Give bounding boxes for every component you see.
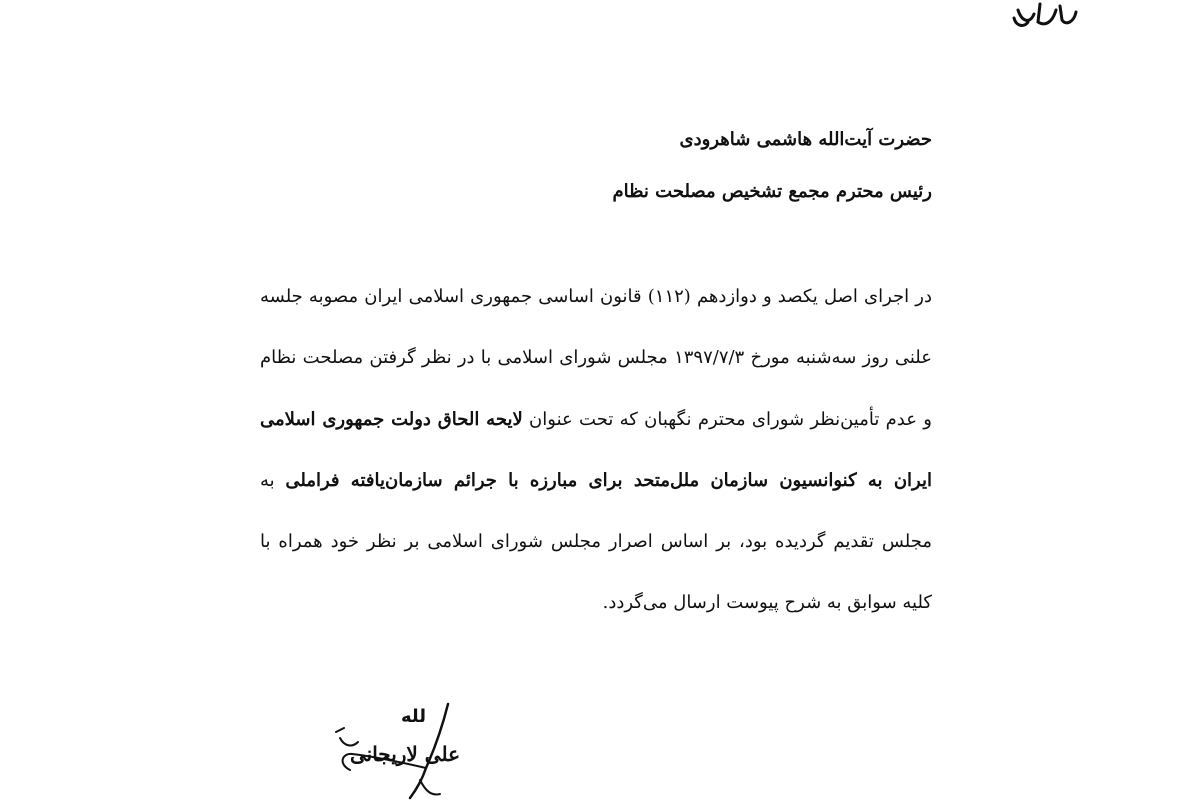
addressee-title: رئیس محترم مجمع تشخیص مصلحت نظام bbox=[612, 181, 932, 202]
body-text-part1: در اجرای اصل یکصد و دوازدهم (۱۱۲) قانون اساسی جمهوری اسلامی ایران مصوبه جلسه علنی روز سه‌شنبه مورخ ۱۳۹۷/۷/۳ مجلس شورای اسلامی با در نظر گرفتن مصلحت نظام و عدم تأمین‌نظر شورای محترم نگهبان که تحت عنوان bbox=[260, 286, 932, 430]
letter-body bbox=[260, 266, 932, 634]
signature-mark-text: لله bbox=[400, 706, 426, 727]
addressee-name: حضرت آیت‌الله هاشمی شاهرودی bbox=[679, 129, 932, 150]
top-handwritten-mark bbox=[1000, 0, 1080, 36]
body-text-part2: به مجلس تقدیم گردیده بود، بر اساس اصرار مجلس شورای اسلامی بر نظر خود همراه با کلیه سوابق به شرح پیوست ارسال می‌گردد. bbox=[260, 469, 932, 614]
bill-title: لایحه الحاق دولت جمهوری اسلامی ایران به کنوانسیون سازمان ملل‌متحد برای مبارزه با جرائم سازمان‌یافته فراملی bbox=[260, 408, 932, 491]
signatory-name: علی لاریجانی bbox=[349, 742, 461, 766]
addressee-block bbox=[412, 122, 932, 226]
